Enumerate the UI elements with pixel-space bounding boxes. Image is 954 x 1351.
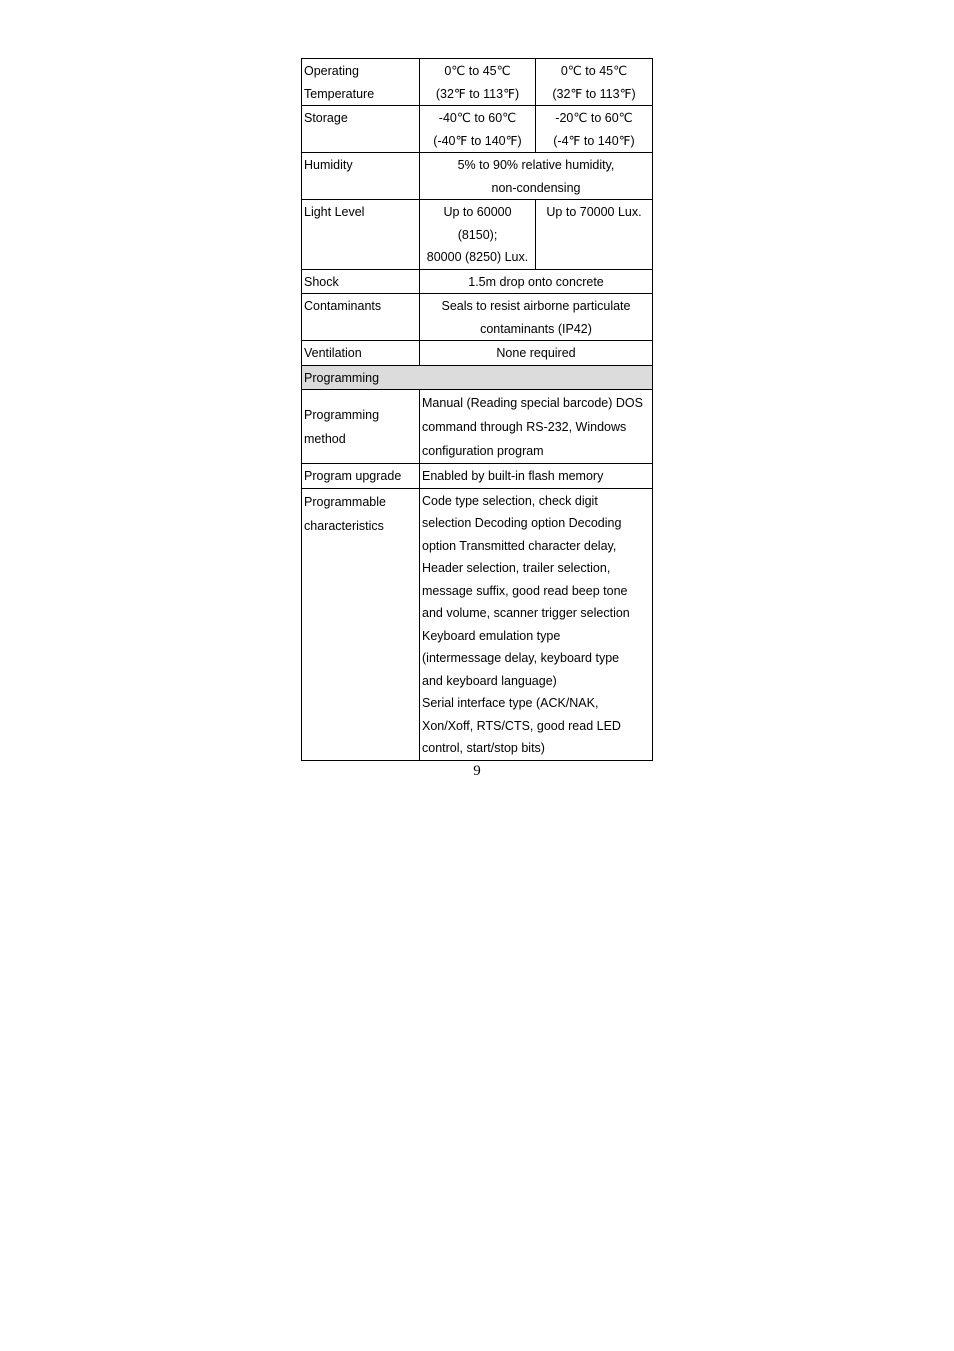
row-contaminants: [302, 294, 653, 341]
label-humidity: Humidity: [302, 153, 420, 200]
value-ventilation: None required: [420, 341, 653, 366]
label-light-level: Light Level: [302, 200, 420, 270]
row-program-upgrade: [302, 464, 653, 489]
value-programmable-characteristics: Code type selection, check digit selection Decoding option Decoding option Transmitted character delay, Header selection, trailer selection, message suffix, good read beep tone and volume, scanner trigger selection Keyboard emulation type (intermessage delay, keyboard type and keyboard language) Serial interface type (ACK/NAK, Xon/Xoff, RTS/CTS, good read LED control, start/stop bits): [420, 488, 653, 760]
row-programming-section: [302, 365, 653, 390]
value-storage-2: -20℃ to 60℃ (-4℉ to 140℉): [536, 106, 653, 153]
label-ventilation: Ventilation: [302, 341, 420, 366]
row-programmable-characteristics: [302, 488, 653, 760]
row-storage: [302, 106, 653, 153]
row-humidity: [302, 153, 653, 200]
section-header-programming: Programming: [302, 365, 653, 390]
specifications-table: [301, 58, 653, 761]
value-storage-1: -40℃ to 60℃ (-40℉ to 140℉): [420, 106, 536, 153]
value-operating-temperature-1: 0℃ to 45℃ (32℉ to 113℉): [420, 59, 536, 106]
value-operating-temperature-2: 0℃ to 45℃ (32℉ to 113℉): [536, 59, 653, 106]
row-ventilation: [302, 341, 653, 366]
value-shock: 1.5m drop onto concrete: [420, 269, 653, 294]
value-contaminants: Seals to resist airborne particulate contaminants (IP42): [420, 294, 653, 341]
row-programming-method: [302, 390, 653, 464]
label-programming-method: Programming method: [302, 390, 420, 464]
label-shock: Shock: [302, 269, 420, 294]
value-light-level-1: Up to 60000 (8150); 80000 (8250) Lux.: [420, 200, 536, 270]
value-program-upgrade: Enabled by built-in flash memory: [420, 464, 653, 489]
value-humidity: 5% to 90% relative humidity, non-condensing: [420, 153, 653, 200]
page-number: 9: [473, 763, 481, 779]
row-shock: [302, 269, 653, 294]
row-operating-temperature: [302, 59, 653, 106]
row-light-level: [302, 200, 653, 270]
label-programmable-characteristics: Programmable characteristics: [302, 488, 420, 760]
label-operating-temperature: Operating Temperature: [302, 59, 420, 106]
label-contaminants: Contaminants: [302, 294, 420, 341]
value-light-level-2: Up to 70000 Lux.: [536, 200, 653, 270]
label-program-upgrade: Program upgrade: [302, 464, 420, 489]
value-programming-method: Manual (Reading special barcode) DOS command through RS-232, Windows configuration program: [420, 390, 653, 464]
label-storage: Storage: [302, 106, 420, 153]
